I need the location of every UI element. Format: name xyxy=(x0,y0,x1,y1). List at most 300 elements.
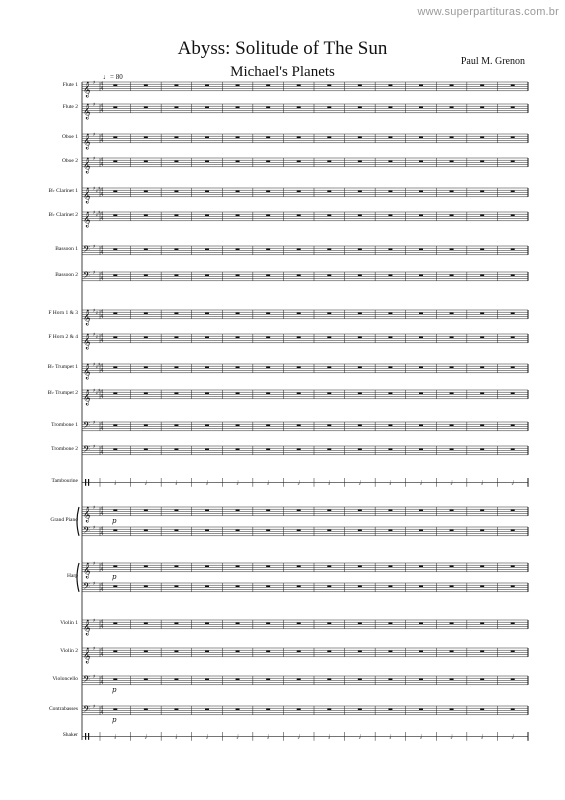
whole-rest-icon xyxy=(480,215,484,216)
whole-rest-icon xyxy=(388,586,392,587)
site-watermark: www.superpartituras.com.br xyxy=(417,6,559,18)
time-signature-bottom: 4 xyxy=(100,275,104,282)
whole-rest-icon xyxy=(358,623,362,624)
whole-rest-icon xyxy=(144,191,148,192)
whole-rest-icon xyxy=(327,137,331,138)
whole-rest-icon xyxy=(480,449,484,450)
whole-rest-icon xyxy=(236,337,240,338)
whole-rest-icon xyxy=(388,510,392,511)
time-signature-bottom: 4 xyxy=(100,425,104,432)
sharp-icon: ♯ xyxy=(93,618,96,624)
whole-rest-icon xyxy=(327,275,331,276)
treble-clef-icon: 𝄞 xyxy=(83,134,91,150)
sharp-icon: ♯ xyxy=(93,270,96,276)
whole-rest-icon xyxy=(327,651,331,652)
whole-rest-icon xyxy=(450,709,454,710)
whole-rest-icon xyxy=(113,161,117,162)
whole-rest-icon xyxy=(419,249,423,250)
whole-rest-icon xyxy=(205,313,209,314)
whole-rest-icon xyxy=(450,425,454,426)
whole-rest-icon xyxy=(511,137,515,138)
whole-rest-icon xyxy=(450,313,454,314)
whole-rest-icon xyxy=(297,215,301,216)
whole-rest-icon xyxy=(388,679,392,680)
whole-rest-icon xyxy=(388,367,392,368)
whole-rest-icon xyxy=(144,709,148,710)
whole-rest-icon xyxy=(113,137,117,138)
whole-rest-icon xyxy=(205,651,209,652)
time-signature-bottom: 4 xyxy=(100,586,104,593)
whole-rest-icon xyxy=(174,651,178,652)
whole-rest-icon xyxy=(450,85,454,86)
whole-rest-icon xyxy=(205,137,209,138)
whole-rest-icon xyxy=(266,137,270,138)
whole-rest-icon xyxy=(327,161,331,162)
bass-clef-icon: 𝄢 xyxy=(83,524,91,538)
instrument-label: Shaker xyxy=(62,732,78,739)
treble-clef-icon: 𝄞 xyxy=(83,507,91,523)
sharp-icon: ♯ xyxy=(95,310,98,317)
whole-rest-icon xyxy=(358,367,362,368)
whole-rest-icon xyxy=(297,425,301,426)
note-icon: ♩ xyxy=(389,733,392,741)
whole-rest-icon xyxy=(327,337,331,338)
time-signature-bottom: 4 xyxy=(100,530,104,537)
tempo-marking: ♩= 80 xyxy=(103,73,123,81)
whole-rest-icon xyxy=(174,215,178,216)
instrument-label: B♭ Clarinet 1 xyxy=(48,188,78,195)
whole-rest-icon xyxy=(511,530,515,531)
whole-rest-icon xyxy=(511,215,515,216)
whole-rest-icon xyxy=(297,510,301,511)
whole-rest-icon xyxy=(266,510,270,511)
instrument-label: Violoncello xyxy=(52,676,78,683)
whole-rest-icon xyxy=(266,651,270,652)
whole-rest-icon xyxy=(113,510,117,511)
whole-rest-icon xyxy=(419,393,423,394)
whole-rest-icon xyxy=(450,107,454,108)
whole-rest-icon xyxy=(511,367,515,368)
whole-rest-icon xyxy=(205,425,209,426)
whole-rest-icon xyxy=(327,449,331,450)
whole-rest-icon xyxy=(327,530,331,531)
whole-rest-icon xyxy=(450,137,454,138)
whole-rest-icon xyxy=(144,85,148,86)
bass-clef-icon: 𝄢 xyxy=(83,673,91,687)
whole-rest-icon xyxy=(236,709,240,710)
time-signature-top: 4 xyxy=(100,705,104,712)
note-icon: ♩ xyxy=(450,479,453,487)
whole-rest-icon xyxy=(174,709,178,710)
whole-rest-icon xyxy=(450,161,454,162)
sharp-icon: ♯ xyxy=(93,674,96,680)
whole-rest-icon xyxy=(511,275,515,276)
whole-rest-icon xyxy=(236,107,240,108)
whole-rest-icon xyxy=(297,191,301,192)
percussion-clef-icon xyxy=(85,733,86,740)
whole-rest-icon xyxy=(358,313,362,314)
whole-rest-icon xyxy=(297,393,301,394)
treble-clef-icon: 𝄞 xyxy=(83,648,91,664)
note-icon: ♩ xyxy=(511,479,515,487)
whole-rest-icon xyxy=(236,425,240,426)
instrument-label: Flute 2 xyxy=(62,104,78,111)
whole-rest-icon xyxy=(236,679,240,680)
whole-rest-icon xyxy=(205,530,209,531)
whole-rest-icon xyxy=(358,530,362,531)
whole-rest-icon xyxy=(144,586,148,587)
instrument-label: Flute 1 xyxy=(62,82,78,89)
whole-rest-icon xyxy=(511,249,515,250)
whole-rest-icon xyxy=(327,623,331,624)
whole-rest-icon xyxy=(511,566,515,567)
whole-rest-icon xyxy=(511,161,515,162)
whole-rest-icon xyxy=(266,275,270,276)
whole-rest-icon xyxy=(174,275,178,276)
sharp-icon: ♯ xyxy=(93,388,96,394)
bass-clef-icon: 𝄢 xyxy=(83,580,91,594)
note-icon: ♩ xyxy=(327,733,331,741)
whole-rest-icon xyxy=(266,313,270,314)
whole-rest-icon xyxy=(419,651,423,652)
whole-rest-icon xyxy=(266,337,270,338)
whole-rest-icon xyxy=(144,510,148,511)
whole-rest-icon xyxy=(419,367,423,368)
whole-rest-icon xyxy=(358,107,362,108)
whole-rest-icon xyxy=(419,191,423,192)
whole-rest-icon xyxy=(327,393,331,394)
whole-rest-icon xyxy=(419,566,423,567)
sharp-icon: ♯ xyxy=(93,210,96,216)
treble-clef-icon: 𝄞 xyxy=(83,390,91,406)
sharp-icon: ♯ xyxy=(98,362,101,368)
time-signature-bottom: 4 xyxy=(100,651,104,658)
score-subtitle: Michael's Planets xyxy=(230,64,335,80)
whole-rest-icon xyxy=(388,275,392,276)
instrument-label: B♭ Trumpet 1 xyxy=(47,364,78,371)
whole-rest-icon xyxy=(297,530,301,531)
instrument-label: F Horn 1 & 3 xyxy=(48,310,78,317)
sharp-icon: ♯ xyxy=(93,420,96,426)
whole-rest-icon xyxy=(297,85,301,86)
sharp-icon: ♯ xyxy=(93,186,96,192)
whole-rest-icon xyxy=(419,337,423,338)
whole-rest-icon xyxy=(236,449,240,450)
whole-rest-icon xyxy=(419,161,423,162)
whole-rest-icon xyxy=(144,107,148,108)
time-signature-bottom: 4 xyxy=(100,161,104,168)
whole-rest-icon xyxy=(388,337,392,338)
whole-rest-icon xyxy=(358,393,362,394)
note-icon: ♩ xyxy=(358,733,362,741)
whole-rest-icon xyxy=(297,107,301,108)
bass-clef-icon: 𝄢 xyxy=(83,269,91,283)
instrument-label: Harp xyxy=(67,573,78,580)
whole-rest-icon xyxy=(327,679,331,680)
whole-rest-icon xyxy=(450,191,454,192)
time-signature-top: 4 xyxy=(100,389,104,396)
whole-rest-icon xyxy=(205,161,209,162)
note-icon: ♩ xyxy=(419,733,423,741)
whole-rest-icon xyxy=(174,85,178,86)
whole-rest-icon xyxy=(358,249,362,250)
whole-rest-icon xyxy=(358,337,362,338)
whole-rest-icon xyxy=(511,449,515,450)
time-signature-top: 4 xyxy=(100,103,104,110)
whole-rest-icon xyxy=(297,449,301,450)
whole-rest-icon xyxy=(297,566,301,567)
whole-rest-icon xyxy=(358,709,362,710)
whole-rest-icon xyxy=(358,566,362,567)
whole-rest-icon xyxy=(358,161,362,162)
whole-rest-icon xyxy=(205,275,209,276)
whole-rest-icon xyxy=(419,679,423,680)
whole-rest-icon xyxy=(236,313,240,314)
whole-rest-icon xyxy=(388,566,392,567)
whole-rest-icon xyxy=(236,651,240,652)
whole-rest-icon xyxy=(297,367,301,368)
whole-rest-icon xyxy=(266,161,270,162)
percussion-clef-icon xyxy=(85,479,86,486)
whole-rest-icon xyxy=(480,709,484,710)
sharp-icon: ♯ xyxy=(95,390,98,397)
time-signature-bottom: 4 xyxy=(100,85,104,92)
whole-rest-icon xyxy=(205,107,209,108)
whole-rest-icon xyxy=(297,337,301,338)
whole-rest-icon xyxy=(266,709,270,710)
whole-rest-icon xyxy=(327,313,331,314)
whole-rest-icon xyxy=(511,586,515,587)
whole-rest-icon xyxy=(388,249,392,250)
whole-rest-icon xyxy=(419,313,423,314)
instrument-label: Bassoon 1 xyxy=(55,246,78,253)
sharp-icon: ♯ xyxy=(93,156,96,162)
whole-rest-icon xyxy=(388,313,392,314)
note-icon: ♩ xyxy=(236,733,239,741)
whole-rest-icon xyxy=(327,586,331,587)
whole-rest-icon xyxy=(113,709,117,710)
time-signature-top: 4 xyxy=(100,333,104,340)
treble-clef-icon: 𝄞 xyxy=(83,82,91,98)
whole-rest-icon xyxy=(236,586,240,587)
time-signature-bottom: 4 xyxy=(100,191,104,198)
whole-rest-icon xyxy=(358,191,362,192)
whole-rest-icon xyxy=(419,215,423,216)
whole-rest-icon xyxy=(205,586,209,587)
whole-rest-icon xyxy=(511,85,515,86)
whole-rest-icon xyxy=(480,679,484,680)
whole-rest-icon xyxy=(144,249,148,250)
whole-rest-icon xyxy=(450,679,454,680)
whole-rest-icon xyxy=(113,393,117,394)
instrument-label: F Horn 2 & 4 xyxy=(48,334,78,341)
instrument-label: Bassoon 2 xyxy=(55,272,78,279)
whole-rest-icon xyxy=(388,530,392,531)
whole-rest-icon xyxy=(450,275,454,276)
whole-rest-icon xyxy=(327,566,331,567)
whole-rest-icon xyxy=(174,623,178,624)
whole-rest-icon xyxy=(358,586,362,587)
instrument-label: Contrabasses xyxy=(48,706,78,713)
whole-rest-icon xyxy=(174,137,178,138)
whole-rest-icon xyxy=(113,275,117,276)
whole-rest-icon xyxy=(511,313,515,314)
note-icon: ♩ xyxy=(450,733,453,741)
whole-rest-icon xyxy=(327,709,331,710)
whole-rest-icon xyxy=(450,566,454,567)
whole-rest-icon xyxy=(174,393,178,394)
whole-rest-icon xyxy=(266,566,270,567)
whole-rest-icon xyxy=(174,586,178,587)
whole-rest-icon xyxy=(358,510,362,511)
sharp-icon: ♯ xyxy=(93,444,96,450)
whole-rest-icon xyxy=(419,137,423,138)
whole-rest-icon xyxy=(450,510,454,511)
whole-rest-icon xyxy=(450,367,454,368)
whole-rest-icon xyxy=(236,623,240,624)
whole-rest-icon xyxy=(174,425,178,426)
instrument-label: Oboe 2 xyxy=(61,158,78,165)
time-signature-top: 4 xyxy=(100,271,104,278)
whole-rest-icon xyxy=(266,393,270,394)
whole-rest-icon xyxy=(419,275,423,276)
whole-rest-icon xyxy=(388,709,392,710)
whole-rest-icon xyxy=(113,191,117,192)
whole-rest-icon xyxy=(480,191,484,192)
whole-rest-icon xyxy=(144,313,148,314)
whole-rest-icon xyxy=(205,215,209,216)
whole-rest-icon xyxy=(113,651,117,652)
whole-rest-icon xyxy=(327,215,331,216)
whole-rest-icon xyxy=(205,510,209,511)
note-icon: ♩ xyxy=(511,733,515,741)
whole-rest-icon xyxy=(113,530,117,531)
note-icon: ♩ xyxy=(205,479,209,487)
whole-rest-icon xyxy=(480,530,484,531)
whole-rest-icon xyxy=(358,449,362,450)
whole-rest-icon xyxy=(113,566,117,567)
whole-rest-icon xyxy=(205,623,209,624)
whole-rest-icon xyxy=(358,215,362,216)
note-icon: ♩ xyxy=(358,479,362,487)
time-signature-bottom: 4 xyxy=(100,393,104,400)
whole-rest-icon xyxy=(419,425,423,426)
whole-rest-icon xyxy=(205,679,209,680)
whole-rest-icon xyxy=(205,367,209,368)
whole-rest-icon xyxy=(174,313,178,314)
whole-rest-icon xyxy=(327,107,331,108)
whole-rest-icon xyxy=(297,709,301,710)
whole-rest-icon xyxy=(174,161,178,162)
whole-rest-icon xyxy=(266,85,270,86)
whole-rest-icon xyxy=(113,85,117,86)
whole-rest-icon xyxy=(266,623,270,624)
whole-rest-icon xyxy=(144,449,148,450)
note-icon: ♩ xyxy=(266,733,270,741)
whole-rest-icon xyxy=(266,530,270,531)
whole-rest-icon xyxy=(236,215,240,216)
instrument-label: Violin 1 xyxy=(60,620,78,627)
whole-rest-icon xyxy=(480,107,484,108)
note-icon: ♩ xyxy=(144,733,148,741)
note-icon: ♩ xyxy=(144,479,148,487)
whole-rest-icon xyxy=(205,709,209,710)
whole-rest-icon xyxy=(113,623,117,624)
whole-rest-icon xyxy=(266,586,270,587)
time-signature-top: 4 xyxy=(100,619,104,626)
time-signature-bottom: 4 xyxy=(100,566,104,573)
composer-name: Paul M. Grenon xyxy=(460,56,525,67)
whole-rest-icon xyxy=(113,215,117,216)
treble-clef-icon: 𝄞 xyxy=(83,563,91,579)
whole-rest-icon xyxy=(205,393,209,394)
percussion-clef-icon xyxy=(88,733,89,740)
whole-rest-icon xyxy=(113,249,117,250)
whole-rest-icon xyxy=(236,566,240,567)
whole-rest-icon xyxy=(266,367,270,368)
instrument-label: Trombone 2 xyxy=(51,446,78,453)
whole-rest-icon xyxy=(236,393,240,394)
whole-rest-icon xyxy=(205,449,209,450)
time-signature-bottom: 4 xyxy=(100,249,104,256)
whole-rest-icon xyxy=(480,623,484,624)
whole-rest-icon xyxy=(419,530,423,531)
time-signature-top: 4 xyxy=(100,309,104,316)
treble-clef-icon: 𝄞 xyxy=(83,620,91,636)
whole-rest-icon xyxy=(113,107,117,108)
sharp-icon: ♯ xyxy=(95,188,98,195)
whole-rest-icon xyxy=(419,510,423,511)
time-signature-top: 4 xyxy=(100,187,104,194)
sharp-icon: ♯ xyxy=(93,80,96,86)
whole-rest-icon xyxy=(205,85,209,86)
sharp-icon: ♯ xyxy=(93,362,96,368)
treble-clef-icon: 𝄞 xyxy=(83,158,91,174)
whole-rest-icon xyxy=(450,249,454,250)
whole-rest-icon xyxy=(511,709,515,710)
whole-rest-icon xyxy=(358,425,362,426)
whole-rest-icon xyxy=(236,530,240,531)
whole-rest-icon xyxy=(419,85,423,86)
whole-rest-icon xyxy=(511,107,515,108)
whole-rest-icon xyxy=(358,275,362,276)
time-signature-top: 4 xyxy=(100,211,104,218)
whole-rest-icon xyxy=(236,191,240,192)
whole-rest-icon xyxy=(174,510,178,511)
whole-rest-icon xyxy=(236,161,240,162)
whole-rest-icon xyxy=(174,191,178,192)
score-title: Abyss: Solitude of The Sun xyxy=(177,38,388,59)
whole-rest-icon xyxy=(297,275,301,276)
whole-rest-icon xyxy=(327,367,331,368)
percussion-clef-icon xyxy=(88,479,89,486)
sharp-icon: ♯ xyxy=(95,334,98,341)
dynamic-marking: p xyxy=(112,715,117,724)
note-icon: ♩ xyxy=(297,733,301,741)
dynamic-marking: p xyxy=(112,572,117,581)
sharp-icon: ♯ xyxy=(93,561,96,567)
bass-clef-icon: 𝄢 xyxy=(83,703,91,717)
whole-rest-icon xyxy=(511,623,515,624)
whole-rest-icon xyxy=(327,425,331,426)
whole-rest-icon xyxy=(450,393,454,394)
whole-rest-icon xyxy=(388,137,392,138)
bass-clef-icon: 𝄢 xyxy=(83,443,91,457)
time-signature-top: 4 xyxy=(100,647,104,654)
sharp-icon: ♯ xyxy=(93,244,96,250)
whole-rest-icon xyxy=(144,623,148,624)
note-icon: ♩ xyxy=(113,479,117,487)
